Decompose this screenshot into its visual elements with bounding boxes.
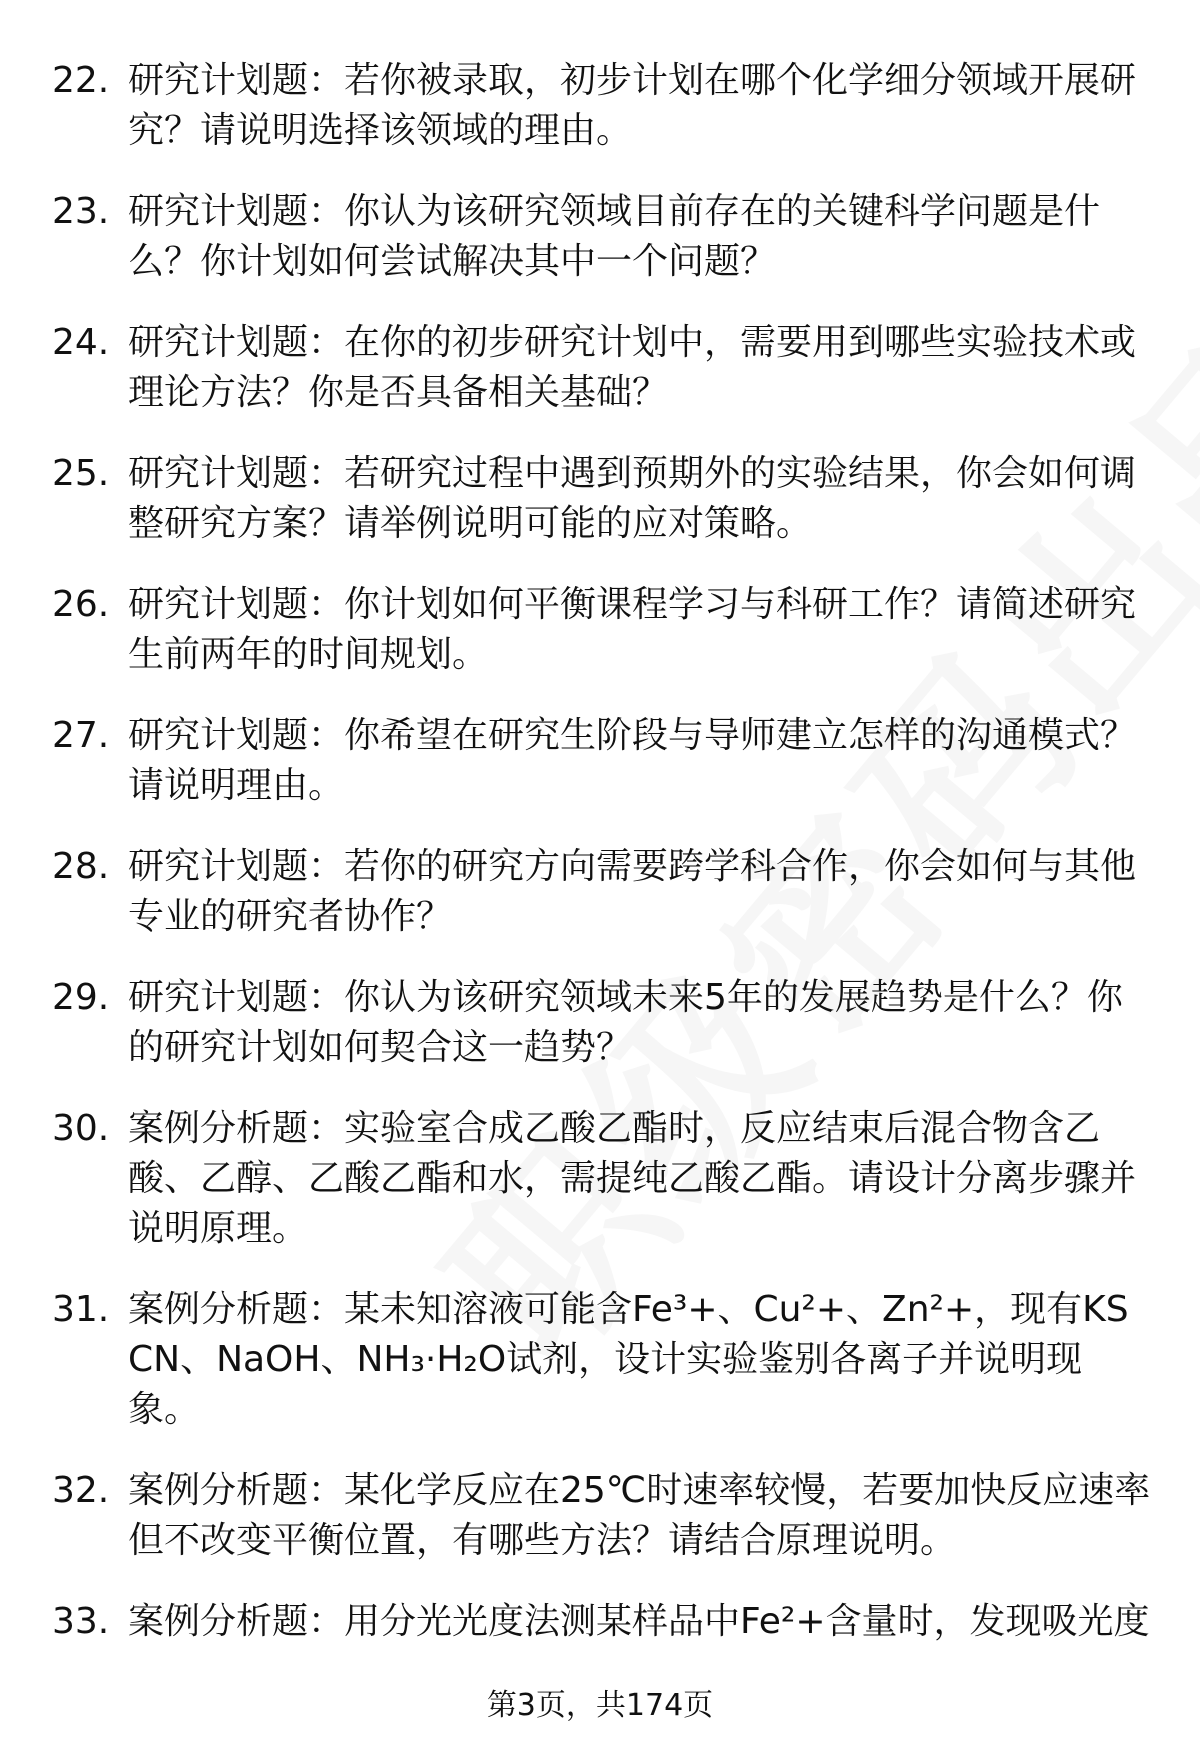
page-number-footer: 第3页，共174页 bbox=[486, 1688, 714, 1723]
question-item bbox=[52, 56, 1152, 156]
question-text: 研究计划题：你计划如何平衡课程学习与科研工作？请简述研究生前两年的时间规划。 bbox=[128, 584, 1137, 675]
question-item bbox=[52, 449, 1152, 549]
question-number: 31. bbox=[52, 1289, 110, 1330]
question-text: 案例分析题：用分光光度法测某样品中Fe²+含量时，发现吸光度 bbox=[128, 1601, 1150, 1642]
question-text: 研究计划题：你希望在研究生阶段与导师建立怎样的沟通模式？请说明理由。 bbox=[128, 715, 1137, 806]
question-item bbox=[52, 1466, 1152, 1566]
question-text: 研究计划题：若你被录取，初步计划在哪个化学细分领域开展研究？请说明选择该领域的理由。 bbox=[128, 60, 1137, 151]
question-number: 24. bbox=[52, 322, 110, 363]
question-text: 研究计划题：若你的研究方向需要跨学科合作，你会如何与其他专业的研究者协作？ bbox=[128, 846, 1137, 937]
question-text: 案例分析题：实验室合成乙酸乙酯时，反应结束后混合物含乙酸、乙醇、乙酸乙酯和水，需提纯乙酸乙酯。请设计分离步骤并说明原理。 bbox=[128, 1108, 1137, 1249]
question-number: 27. bbox=[52, 715, 110, 756]
question-item bbox=[52, 711, 1152, 811]
question-item bbox=[52, 1285, 1152, 1435]
question-number: 29. bbox=[52, 977, 110, 1018]
question-list bbox=[52, 56, 1152, 1678]
question-number: 33. bbox=[52, 1601, 110, 1642]
question-number: 22. bbox=[52, 60, 110, 101]
question-number: 25. bbox=[52, 453, 110, 494]
question-item bbox=[52, 187, 1152, 287]
question-number: 28. bbox=[52, 846, 110, 887]
question-text: 研究计划题：你认为该研究领域未来5年的发展趋势是什么？你的研究计划如何契合这一趋势？ bbox=[128, 977, 1123, 1068]
question-text: 研究计划题：你认为该研究领域目前存在的关键科学问题是什么？你计划如何尝试解决其中一个问题？ bbox=[128, 191, 1101, 282]
question-text: 案例分析题：某化学反应在25℃时速率较慢，若要加快反应速率但不改变平衡位置，有哪些方法？请结合原理说明。 bbox=[128, 1470, 1151, 1561]
question-number: 32. bbox=[52, 1470, 110, 1511]
question-text: 研究计划题：若研究过程中遇到预期外的实验结果，你会如何调整研究方案？请举例说明可能的应对策略。 bbox=[128, 453, 1137, 544]
question-item bbox=[52, 973, 1152, 1073]
question-number: 23. bbox=[52, 191, 110, 232]
question-item bbox=[52, 318, 1152, 418]
question-text: 案例分析题：某未知溶液可能含Fe³+、Cu²+、Zn²+，现有KSCN、NaOH、NH₃·H₂O试剂，设计实验鉴别各离子并说明现象。 bbox=[128, 1289, 1129, 1430]
question-number: 26. bbox=[52, 584, 110, 625]
question-item bbox=[52, 1597, 1152, 1647]
question-item bbox=[52, 842, 1152, 942]
question-number: 30. bbox=[52, 1108, 110, 1149]
question-text: 研究计划题：在你的初步研究计划中，需要用到哪些实验技术或理论方法？你是否具备相关基础？ bbox=[128, 322, 1137, 413]
question-item bbox=[52, 1104, 1152, 1254]
question-item bbox=[52, 580, 1152, 680]
